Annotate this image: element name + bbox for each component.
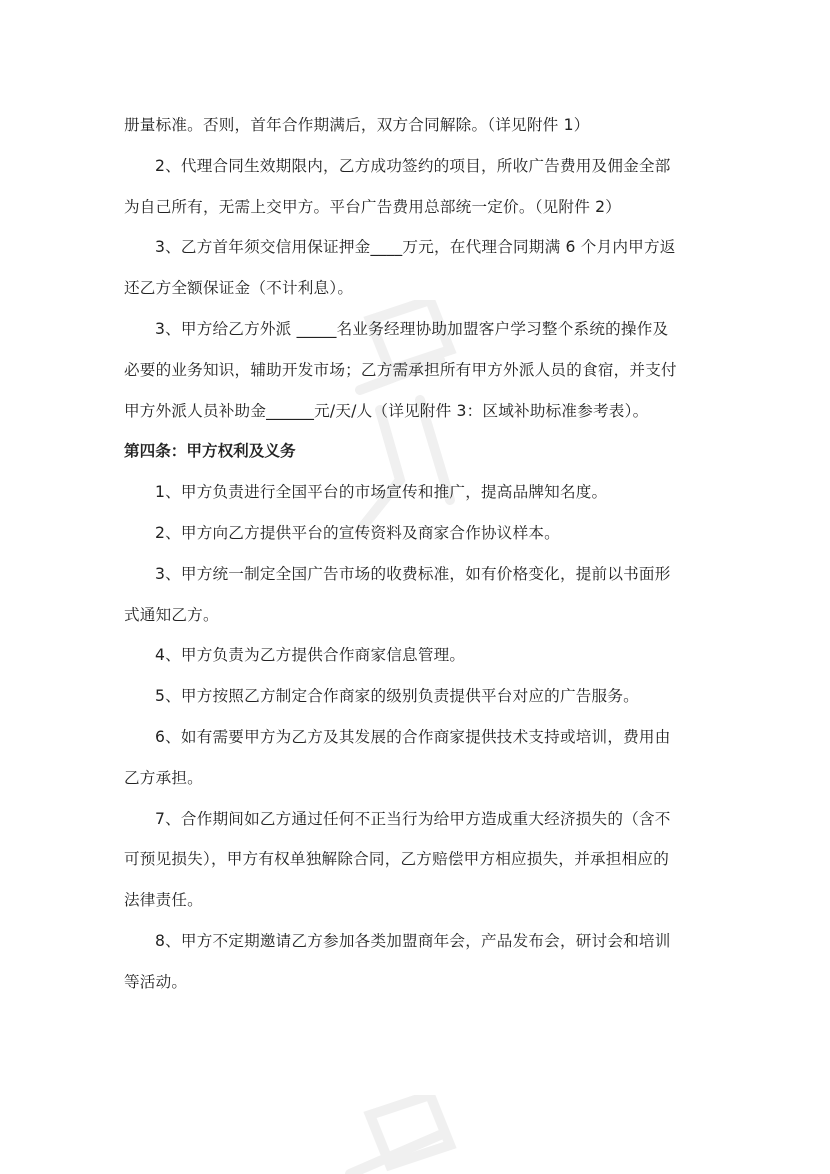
text-line: 甲方外派人员补助金______元/天/人（详见附件 3：区域补助标准参考表）。 [124,401,649,420]
text-line: 4、甲方负责为乙方提供合作商家信息管理。 [155,646,466,665]
text-line: 7、合作期间如乙方通过任何不正当行为给甲方造成重大经济损失的（含不 [155,809,671,828]
text-line: 法律责任。 [124,891,203,910]
text-line: 3、甲方给乙方外派 _____名业务经理协助加盟客户学习整个系统的操作及 [155,319,669,338]
text-line: 必要的业务知识，辅助开发市场；乙方需承担所有甲方外派人员的食宿，并支付 [124,360,677,379]
text-line: 为自己所有，无需上交甲方。平台广告费用总部统一定价。（见附件 2） [124,197,622,216]
text-line: 等活动。 [124,972,188,991]
text-line: 式通知乙方。 [124,605,219,624]
text-line: 3、乙方首年须交信用保证押金____万元，在代理合同期满 6 个月内甲方返 [155,238,676,257]
text-line: 1、甲方负责进行全国平台的市场宣传和推广，提高品牌知名度。 [155,483,608,502]
text-line: 6、如有需要甲方为乙方及其发展的合作商家提供技术支持或培训，费用由 [155,727,671,746]
section-heading: 第四条：甲方权利及义务 [124,442,296,461]
text-line: 可预见损失），甲方有权单独解除合同，乙方赔偿甲方相应损失，并承担相应的 [124,850,669,869]
text-line: 8、甲方不定期邀请乙方参加各类加盟商年会，产品发布会，研讨会和培训 [155,931,671,950]
text-line: 5、甲方按照乙方制定合作商家的级别负责提供平台对应的广告服务。 [155,687,639,706]
text-line: 3、甲方统一制定全国广告市场的收费标准，如有价格变化，提前以书面形 [155,564,671,583]
text-line: 2、代理合同生效期限内，乙方成功签约的项目，所收广告费用及佣金全部 [155,156,671,175]
text-line: 乙方承担。 [124,768,203,787]
document-body [124,105,714,1003]
text-line: 还乙方全额保证金（不计利息）。 [124,279,354,298]
watermark-logo-bottom [330,1095,470,1174]
text-line: 册量标准。否则，首年合作期满后，双方合同解除。（详见附件 1） [124,116,590,134]
text-line: 2、甲方向乙方提供平台的宣传资料及商家合作协议样本。 [155,523,560,542]
